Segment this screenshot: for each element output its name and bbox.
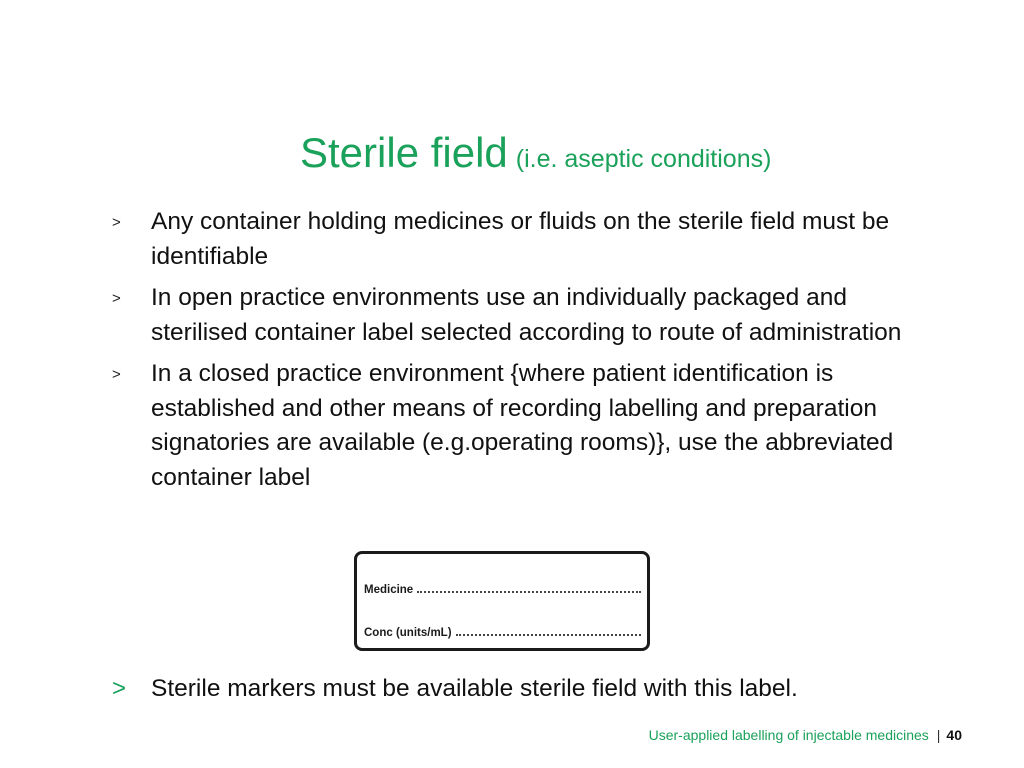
footer-text: User-applied labelling of injectable medicines	[648, 727, 929, 743]
bullet-marker: >	[112, 290, 121, 307]
footer	[649, 727, 962, 743]
bullet-marker: >	[112, 675, 127, 702]
label-medicine-text: Medicine	[364, 584, 414, 596]
bullet-item	[112, 281, 922, 350]
container-label-image	[354, 551, 650, 651]
label-medicine-line	[364, 583, 641, 596]
bullet-text: In a closed practice environment {where patient identification is established and other means of recording labelling and preparation signatories are available (e.g.operating rooms)}, use the abbreviated container label	[151, 360, 894, 491]
final-bullet	[112, 672, 971, 706]
bullet-marker: >	[112, 214, 121, 231]
page-number: 40	[946, 727, 962, 743]
title-main: Sterile field	[300, 129, 508, 176]
bullet-list	[112, 205, 922, 502]
bullet-item	[112, 205, 922, 274]
title-subtitle: (i.e. aseptic conditions)	[515, 145, 772, 173]
bullet-text: Any container holding medicines or fluids on the sterile field must be identifiable	[151, 208, 890, 270]
bullet-item	[112, 357, 922, 495]
label-conc-text: Conc (units/mL)	[364, 627, 452, 639]
dotted-line	[417, 583, 641, 593]
bullet-marker: >	[112, 366, 121, 383]
dotted-line	[456, 626, 641, 636]
label-conc-line	[364, 626, 641, 639]
final-bullet-text: Sterile markers must be available sterile field with this label.	[151, 675, 798, 702]
footer-separator: |	[936, 727, 941, 743]
slide-title	[300, 129, 772, 176]
bullet-text: In open practice environments use an individually packaged and sterilised container label selected according to route of administration	[151, 284, 902, 346]
